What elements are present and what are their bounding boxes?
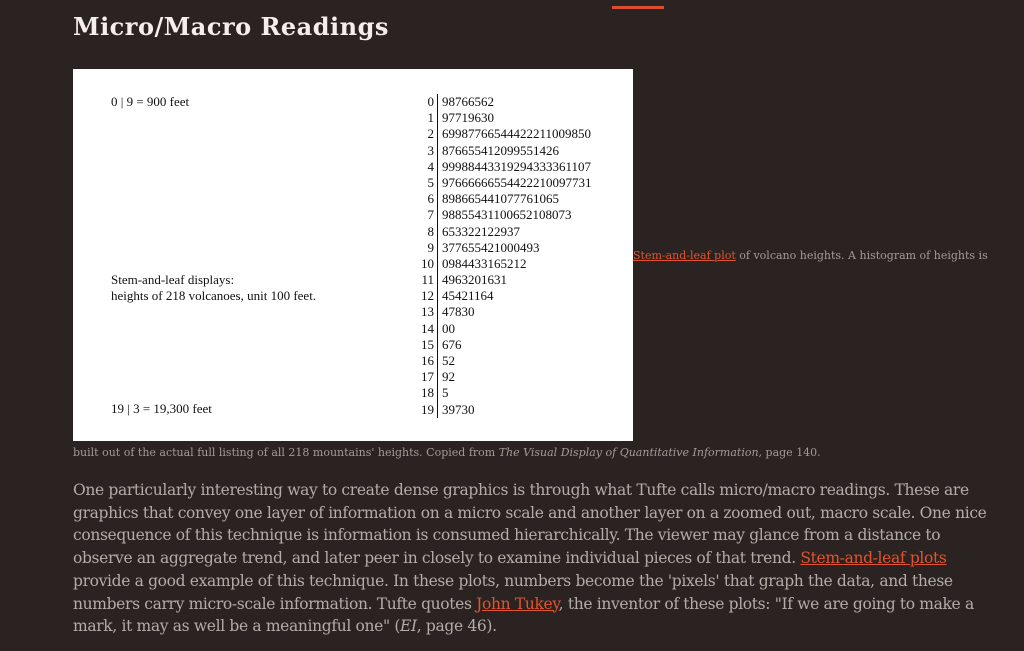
stem-leaf-row	[418, 224, 592, 240]
stem-leaf-row	[418, 402, 592, 418]
figure-caption-line-2: heights of 218 volcanoes, unit 100 feet.	[111, 288, 317, 303]
leaf-values: 898665441077761065	[442, 191, 559, 207]
stem-value: 12	[418, 288, 438, 304]
leaf-values: 4963201631	[442, 272, 507, 288]
stem-value: 5	[418, 175, 438, 191]
stem-value: 8	[418, 224, 438, 240]
stem-leaf-row	[418, 94, 592, 110]
stem-value: 6	[418, 191, 438, 207]
stem-leaf-row	[418, 240, 592, 256]
caption-text: of volcano heights. A histogram of heights is	[735, 249, 988, 262]
stem-leaf-row	[418, 369, 592, 385]
page-title: Micro/Macro Readings	[73, 12, 389, 41]
stem-value: 4	[418, 159, 438, 175]
stem-value: 9	[418, 240, 438, 256]
figure-caption-side	[633, 249, 988, 262]
paragraph-text-1: One particularly interesting way to create dense graphics is through what Tufte calls micro/macro readings. These are graphics that convey one layer of information on a micro scale and another layer on a zoomed out, macro scale. One nice consequence of this technique is information is consumed hierarchically. The viewer may glance from a distance to observe an aggregate trend, and later peer in closely to examine individual pieces of that trend.	[73, 481, 987, 568]
leaf-values: 676	[442, 336, 462, 352]
leaf-values: 00	[442, 320, 455, 336]
leaf-values: 98766562	[442, 94, 494, 109]
ei-abbreviation: EI	[400, 617, 417, 636]
john-tukey-link[interactable]: John Tukey	[476, 594, 559, 613]
leaf-values: 0984433165212	[442, 255, 527, 271]
stem-value: 2	[418, 126, 438, 142]
leaf-values: 97666666554422210097731	[442, 174, 592, 190]
nav-active-indicator	[612, 6, 664, 9]
stem-leaf-row	[418, 143, 592, 159]
book-title: The Visual Display of Quantitative Information	[498, 446, 759, 459]
paragraph-text-4: , page 46).	[416, 617, 497, 636]
paragraph-text-3: , the inventor of these plots: "If we are going to make a mark, it may as well be a meaningful one" (	[73, 594, 974, 636]
stem-leaf-row	[418, 175, 592, 191]
stem-leaf-row	[418, 288, 592, 304]
leaf-values: 377655421000493	[442, 239, 540, 255]
leaf-values: 5	[442, 385, 449, 401]
body-paragraph	[73, 479, 993, 638]
leaf-values: 45421164	[442, 288, 494, 304]
leaf-values: 99988443319294333361107	[442, 158, 592, 174]
figure-caption-continued	[73, 446, 821, 459]
leaf-values: 876655412099551426	[442, 142, 559, 158]
stem-value: 19	[418, 402, 438, 418]
leaf-values: 97719630	[442, 110, 494, 126]
figure-key-top: 0 | 9 = 900 feet	[111, 94, 190, 109]
stem-leaf-row	[418, 126, 592, 142]
stem-value: 18	[418, 385, 438, 401]
stem-leaf-row	[418, 385, 592, 401]
leaf-values: 39730	[442, 401, 475, 417]
leaf-values: 52	[442, 353, 455, 368]
stem-and-leaf-plots-link[interactable]: Stem-and-leaf plots	[800, 549, 947, 568]
stem-and-leaf-plot-link[interactable]: Stem-and-leaf plot	[633, 249, 736, 262]
stem-value: 13	[418, 304, 438, 320]
stem-leaf-row	[418, 337, 592, 353]
stem-leaf-row	[418, 256, 592, 272]
leaf-values: 653322122937	[442, 223, 520, 239]
stem-leaf-row	[418, 321, 592, 337]
stem-leaf-row	[418, 272, 592, 288]
leaf-values: 47830	[442, 304, 475, 320]
leaf-values: 69987766544422211009850	[442, 126, 592, 142]
stem-value: 7	[418, 207, 438, 223]
leaf-values: 98855431100652108073	[442, 207, 572, 223]
stem-leaf-row	[418, 191, 592, 207]
stem-value: 17	[418, 369, 438, 385]
figure-caption-line-1: Stem-and-leaf displays:	[111, 272, 235, 287]
stem-value: 0	[418, 94, 438, 110]
stem-leaf-row	[418, 207, 592, 223]
stem-leaf-row	[418, 304, 592, 320]
caption-page-ref: , page 140.	[758, 446, 821, 459]
stem-value: 1	[418, 110, 438, 126]
stem-value: 14	[418, 321, 438, 337]
stem-leaf-row	[418, 110, 592, 126]
stem-leaf-table	[418, 94, 592, 418]
leaf-values: 92	[442, 369, 455, 385]
stem-value: 10	[418, 256, 438, 272]
figure-caption-block	[111, 272, 316, 304]
stem-leaf-row	[418, 353, 592, 369]
stem-value: 3	[418, 143, 438, 159]
stem-value: 16	[418, 353, 438, 369]
stem-leaf-row	[418, 159, 592, 175]
figure-key-bottom: 19 | 3 = 19,300 feet	[111, 401, 212, 416]
stem-value: 11	[418, 272, 438, 288]
stem-and-leaf-figure	[73, 69, 633, 441]
caption-line-2-text: built out of the actual full listing of all 218 mountains' heights. Copied from	[73, 446, 499, 459]
stem-value: 15	[418, 337, 438, 353]
paragraph-text-2: provide a good example of this technique. In these plots, numbers become the 'pixels' that graph the data, and these numbers carry micro-scale information. Tufte quotes	[73, 571, 953, 613]
